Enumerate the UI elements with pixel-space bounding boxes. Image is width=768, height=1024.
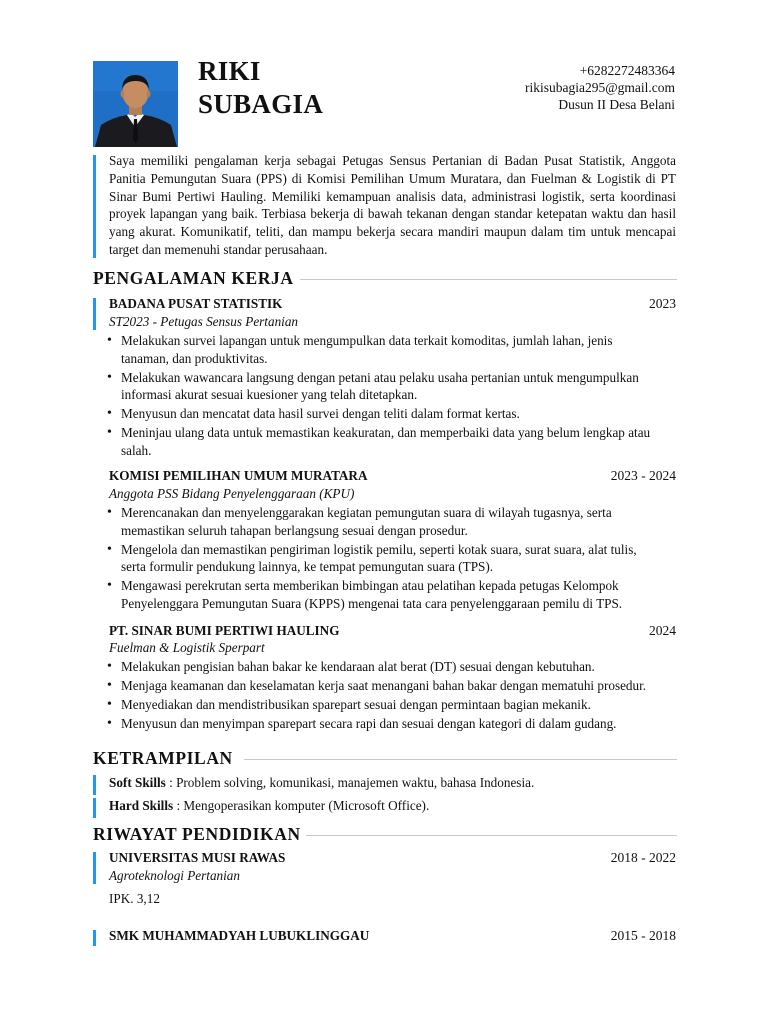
job-duties-list bbox=[106, 504, 654, 614]
list-item: • Menyusun dan mencatat data hasil survei dengan teliti dalam format kertas. bbox=[106, 405, 658, 423]
skill-accent-bar bbox=[93, 798, 96, 818]
education-heading: RIWAYAT PENDIDIKAN bbox=[93, 824, 301, 844]
phone-number: +6282272483364 bbox=[579, 63, 675, 78]
profile-summary: Saya memiliki pengalaman kerja sebagai Petugas Sensus Pertanian di Badan Pusat Statistik, Anggota Panitia Pemungutan Suara (PPS) di Komisi Pemilihan Umum Muratara, dan Fuelman & Logistik di PT Sinar Bumi Pertiwi Hauling. Memiliki kemampuan analisis data, administrasi logistik, serta koordinasi proyek lapangan yang baik. Terbiasa bekerja di bawah tekanan dengan standar ketepatan waktu dan hasil yang akurat. Komunikatif, teliti, dan mampu bekerja secara mandiri maupun dalam tim untuk mencapai target dan memenuhi standar perusahaan. bbox=[109, 153, 676, 257]
applicant-name bbox=[198, 55, 323, 121]
summary-accent-bar bbox=[93, 155, 96, 258]
hard-skills bbox=[109, 798, 429, 814]
email-address: rikisubagia295@gmail.com bbox=[524, 80, 675, 95]
school-accent-bar bbox=[93, 930, 96, 946]
profile-photo bbox=[93, 61, 178, 147]
job-year: 2024 bbox=[649, 623, 676, 638]
job-organization: BADANA PUSAT STATISTIK bbox=[109, 296, 283, 311]
soft-skills-label: Soft Skills bbox=[109, 775, 166, 790]
job-year: 2023 - 2024 bbox=[610, 468, 676, 483]
school-accent-bar bbox=[93, 852, 96, 884]
list-item: • Meninjau ulang data untuk memastikan keakuratan, dan memperbaiki data yang belum lengkap atau salah. bbox=[106, 424, 658, 459]
job-role: Anggota PSS Bidang Penyelenggaraan (KPU) bbox=[109, 486, 355, 501]
job-organization: PT. SINAR BUMI PERTIWI HAULING bbox=[109, 623, 340, 638]
last-name: SUBAGIA bbox=[198, 89, 324, 119]
list-item: • Melakukan wawancara langsung dengan petani atau pelaku usaha pertanian untuk mengumpulkan informasi akurat sesuai kuesioner yang telah ditetapkan. bbox=[106, 369, 658, 404]
job-duties-list bbox=[106, 658, 696, 734]
education-divider bbox=[306, 835, 677, 836]
list-item: • Merencanakan dan menyelenggarakan kegiatan pemungutan suara di wilayah tugasnya, serta memastikan seluruh tahapan berlangsung sesuai dengan prosedur. bbox=[106, 504, 654, 539]
school-gpa: IPK. 3,12 bbox=[109, 891, 160, 906]
list-item: • Menjaga keamanan dan keselamatan kerja saat menangani bahan bakar dengan mematuhi prosedur. bbox=[106, 677, 696, 695]
school-name: SMK MUHAMMADYAH LUBUKLINGGAU bbox=[109, 928, 370, 943]
hard-skills-text: : Mengoperasikan komputer (Microsoft Office). bbox=[173, 798, 430, 813]
soft-skills-text: : Problem solving, komunikasi, manajemen waktu, bahasa Indonesia. bbox=[165, 775, 535, 790]
job-role: ST2023 - Petugas Sensus Pertanian bbox=[109, 314, 299, 329]
list-item: • Melakukan survei lapangan untuk mengumpulkan data terkait komoditas, jumlah lahan, jenis tanaman, dan produktivitas. bbox=[106, 332, 658, 367]
first-name: RIKI bbox=[198, 56, 261, 86]
list-item: • Mengelola dan memastikan pengiriman logistik pemilu, seperti kotak suara, surat suara, alat tulis, serta formulir pendukung lainnya, ke tempat pemungutan suara (TPS). bbox=[106, 541, 654, 576]
job-role: Fuelman & Logistik Sperpart bbox=[109, 640, 265, 655]
list-item: • Melakukan pengisian bahan bakar ke kendaraan alat berat (DT) sesuai dengan kebutuhan. bbox=[106, 658, 696, 676]
soft-skills bbox=[109, 775, 534, 791]
school-name: UNIVERSITAS MUSI RAWAS bbox=[109, 850, 286, 865]
job-accent-bar bbox=[93, 298, 96, 330]
skills-divider bbox=[244, 759, 677, 760]
job-organization: KOMISI PEMILIHAN UMUM MURATARA bbox=[109, 468, 368, 483]
experience-heading: PENGALAMAN KERJA bbox=[93, 268, 294, 288]
list-item: • Menyediakan dan mendistribusikan sparepart sesuai dengan permintaan bagian mekanik. bbox=[106, 696, 696, 714]
skills-heading: KETRAMPILAN bbox=[93, 748, 233, 768]
hard-skills-label: Hard Skills bbox=[109, 798, 174, 813]
home-address: Dusun II Desa Belani bbox=[558, 97, 675, 112]
job-year: 2023 bbox=[649, 296, 676, 311]
contact-block bbox=[525, 62, 675, 113]
school-major: Agroteknologi Pertanian bbox=[109, 868, 240, 883]
school-year: 2018 - 2022 bbox=[610, 850, 676, 865]
school-year: 2015 - 2018 bbox=[610, 928, 676, 943]
job-duties-list bbox=[106, 332, 658, 461]
skill-accent-bar bbox=[93, 775, 96, 795]
experience-divider bbox=[300, 279, 677, 280]
list-item: • Mengawasi perekrutan serta memberikan bimbingan atau pelatihan kepada petugas Kelompok Penyelenggara Pemungutan Suara (KPPS) mengenai tata cara penyelenggaraan pemilu di TPS. bbox=[106, 577, 654, 612]
list-item: • Menyusun dan menyimpan sparepart secara rapi dan sesuai dengan kategori di dalam gudang. bbox=[106, 715, 696, 733]
